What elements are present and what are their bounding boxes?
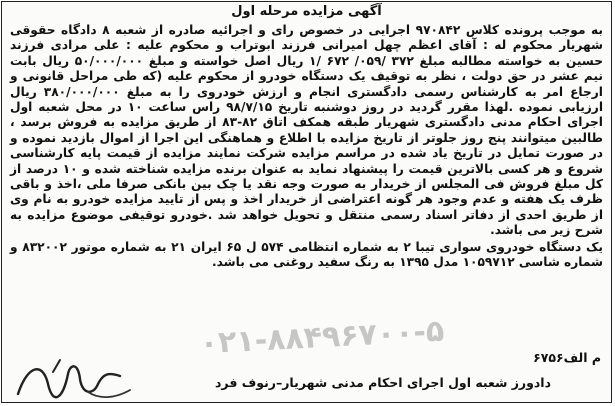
notice-body <box>10 23 603 271</box>
signer-line: دادورز شعبه اول اجرای احکام مدنی شهریار–رنوف فرد <box>215 375 551 390</box>
signature-icon <box>8 354 138 404</box>
auction-notice <box>1 1 612 403</box>
reference-number: م الف۶۷۵۶ <box>533 350 601 365</box>
vehicle-description: یک دستگاه خودروی سواری تیبا ۲ به شماره انتظامی ۵۷۴ ل ۶۵ ایران ۲۱ به شماره موتور ۸۳۲۰۰۲ و شماره شاسی ۱۰۵۹۷۱۲ مدل ۱۳۹۵ به رنگ سفید روغنی می باشد. <box>10 239 604 270</box>
phone-watermark: ۰۲۱-۸۸۴۹۶۷۰۰-۵ <box>198 313 446 362</box>
notice-title: آگهی مزایده مرحله اول <box>231 4 382 19</box>
notice-body-text: به موجب پرونده کلاس ۹۷۰۸۴۲ اجرایی در خصوص رای و اجرائیه صادره از شعبه ۸ دادگاه حقوقی شهریار محکوم له : آقای اعظم چهل امیرانی فرزند ابوتراب و محکوم علیه : علی مرادی فرزند حسین به خواسته مطالبه مبلغ ۳۷۲ /۰۵۹/ ۶۷۲ /۱ ریال اصل خواسته و مبلغ ۵۰/۰۰۰/۰۰۰ ریال بابت نیم عشر در حق دولت ، نظر به توقیف یک دستگاه خودرو از محکوم علیه (که طی مراحل قانونی و ارجاع امر به کارشناس رسمی دادگستری انجام و ارزش خودروی را به مبلغ ۳۸۰/۰۰۰/۰۰۰ ریال ارزیابی نموده .لهذا مقرر گردید در روز دوشنبه تاریخ ۹۸/۷/۱۵ راس ساعت ۱۰ در محل شعبه اول اجرای احکام مدنی دادگستری شهریار طبقه همکف اتاق ۸۲-۸۳ از طریق مزایده به فروش برسد ، طالبین میتوانند پنج روز جلوتر از تاریخ مزایده با اطلاع و هماهنگی این اجرا از اموال بازدید نموده و در صورت تمایل در تاریخ یاد شده در مراسم مزایده شرکت نمایند مزایده از قیمت پایه کارشناسی شروع و هر کسی بالاترین قیمت را پیشنهاد نماید به عنوان برنده مزایده شناخته شده و ۱۰ درصد از کل مبلغ فروش فی المجلس از خریدار به صورت وجه نقد یا چک بین بانکی صرفا ملی ،اخذ و باقی ظرف یک هفته و عدم وجود هر گونه اعتراضی از خریدار اخذ و پس از تایید مزایده خودرو به نام وی از طریق احدی از دفاتر اسناد رسمی منتقل و تحویل خواهد شد .خودرو توقیفی موضوع مزایده به شرح زیر می باشد. <box>10 23 604 238</box>
